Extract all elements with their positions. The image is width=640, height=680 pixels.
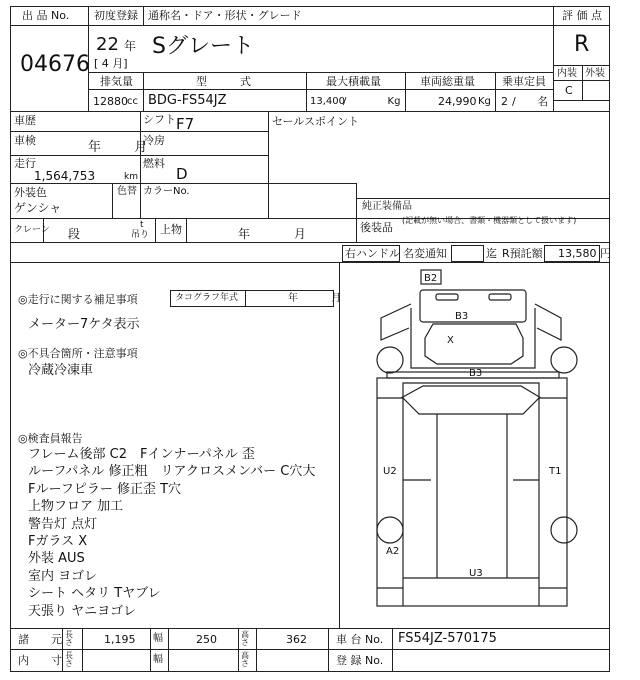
line [356,198,610,199]
inspector-report-line: 警告灯 点灯 [28,516,98,532]
line [268,183,356,184]
line [88,72,553,73]
line [10,183,268,184]
mileage-label: 走行 [14,157,36,170]
color-code-label: カラーNo. [143,186,190,197]
line [553,100,609,101]
line [186,218,187,242]
mark-b3-cab: B3 [455,311,469,322]
max-load-value: 13,400 [310,96,345,107]
mark-u2: U2 [383,466,397,477]
line [306,72,307,111]
line [553,65,609,66]
inspection-value: 年 月 [88,140,148,155]
tacho-value: 年 月 [288,293,342,304]
tacho-label: タコグラフ年式 [175,293,239,303]
chassis-value: FS54JZ-570175 [398,631,497,646]
gross-weight-unit: Kg [478,96,491,107]
line [150,628,151,671]
line [356,183,357,242]
mark-x: X [447,335,454,346]
exterior-label: 外装 [585,68,605,79]
chassis-label: 車 台 No. [336,633,384,646]
sales-point-label: セールスポイント [272,115,360,128]
defect-notes-header: ◎不具合箇所・注意事項 [18,347,138,360]
first-reg-year: 22 [96,34,119,55]
gross-weight-value: 24,990 [438,95,477,108]
frame-right [609,6,610,672]
line [238,628,239,671]
displacement-unit: cc [127,96,138,107]
line [10,242,610,243]
line [155,218,156,242]
line [553,25,609,26]
shift-value: F7 [176,115,195,133]
color-value: ゲンシャ [14,201,62,215]
r-deposit-label: R預託額 [502,247,543,260]
displacement-label: 排気量 [100,75,133,88]
capacity-value: 2 [501,95,508,108]
name-change-label: 名変通知 [403,247,447,260]
fuel-value: D [176,165,188,183]
inspector-report-line: Fルーフピラー 修正歪 T穴 [28,481,182,497]
gross-weight-label: 車両総重量 [420,75,475,88]
inspector-report-line: フレーム後部 C2 Fインナーパネル 歪 [28,447,255,462]
bed-value: 年 月 [238,227,306,241]
first-reg-year-unit: 年 [124,39,137,53]
line [88,89,553,90]
line [553,6,554,111]
crane-lift: 吊り [131,230,150,240]
line [143,72,144,111]
crane-stage: 段 [68,227,81,241]
color-change-label: 色替 [117,186,137,197]
model-value: BDG-FS54JZ [148,93,227,108]
length-label: 長さ [65,630,73,647]
aftermarket-label: 後装品 [360,221,393,234]
mark-t1: T1 [549,466,562,477]
line [10,262,610,263]
first-reg-month: [ 4 月] [94,57,128,70]
mark-b3-body: B3 [469,368,483,379]
history-label: 車歴 [14,114,36,127]
line [392,628,393,671]
frame-top [10,6,610,7]
line [140,111,141,218]
yen-label: 円 [600,247,611,260]
line [339,262,340,628]
inspector-report-line: 上物フロア 加工 [28,499,124,515]
inspection-label: 車検 [14,134,36,147]
mark-b2: B2 [424,273,438,284]
width-label: 幅 [153,633,163,644]
inspector-report-line: ルーフパネル 修正粗 リアクロスメンバー C穴大 [28,464,316,480]
line [143,6,144,26]
line [10,155,268,156]
driving-notes-header: ◎走行に関する補足事項 [18,293,138,306]
interior-score: C [565,84,573,97]
interior-label: 内装 [557,68,577,79]
std-equipment-label: 純正装備品 [362,201,412,212]
line [168,628,169,671]
line [10,628,610,629]
height-value: 362 [286,633,307,646]
mileage-unit: km [124,172,138,182]
model-label: 型 式 [196,75,251,88]
lot-number: 04676 [20,52,90,77]
inner-length-label: 長さ [65,651,73,668]
name-change-box [451,245,484,262]
line [495,72,496,111]
mark-a2: A2 [386,546,400,557]
frame-bottom [10,671,610,672]
fuel-label: 燃料 [143,157,165,170]
line [62,628,63,671]
crane-ton: t [140,220,144,230]
bed-label: 上物 [160,223,182,236]
displacement-value: 12880 [93,95,128,108]
line [10,25,553,26]
line [268,111,269,218]
line [10,649,610,650]
grade-label: 評 価 点 [562,9,602,22]
r-deposit-value: 13,580 [558,247,597,260]
mark-u3: U3 [469,568,483,579]
dims-label: 諸 元 [18,633,62,646]
vehicle-diagram [341,268,599,624]
color-label: 外装色 [14,186,47,199]
overall-score: R [574,32,590,57]
line [10,131,268,132]
inspector-report-line: Fガラス X [28,534,88,549]
deadline-label: 迄 [486,247,497,260]
inspector-report-line: 外装 AUS [28,551,85,567]
line [256,628,257,671]
aftermarket-note: (記載が無い場合、書類・機器類として扱います) [402,216,577,225]
shift-label: シフト [143,113,176,126]
crane-label: クレーン [14,225,50,235]
lot-no-label: 出 品 No. [22,9,70,22]
first-reg-label: 初度登録 [94,9,138,22]
inner-height-label: 高さ [241,651,249,668]
inspector-report-line: シート ヘタリ Tヤブレ [28,586,161,602]
capacity-label: 乗車定員 [502,75,546,88]
mileage-value: 1,564,753 [34,169,96,183]
capacity-unit: / 名 [512,95,549,108]
name-label: 通称名・ドア・形状・グレード [148,9,302,22]
inspector-report-line: 室内 ヨゴレ [28,568,98,584]
line [328,628,329,671]
width-value: 250 [196,633,217,646]
frame-left [10,6,11,672]
max-load-label: 最大積載量 [326,75,381,88]
line [553,80,609,81]
length-value: 1,195 [104,633,136,646]
line [82,628,83,671]
inspector-report-header: ◎検査員報告 [18,432,83,445]
line [405,72,406,111]
grade-name: Sグレート [152,34,254,59]
registration-label: 登 録 No. [336,654,384,667]
defect-note: 冷蔵冷凍車 [28,363,94,378]
max-load-unit: / Kg [343,96,401,107]
inspector-report-line: 天張り ヤニヨゴレ [28,603,137,619]
right-handle-label: 右ハンドル [345,247,400,260]
line [10,111,610,112]
driving-note: メーター7ケタ表示 [28,317,140,332]
line [245,290,246,306]
height-label: 高さ [241,630,249,647]
inner-width-label: 幅 [153,654,163,665]
line [112,183,113,218]
inner-dims-label: 内 寸 [18,654,62,667]
line [582,65,583,100]
aircon-label: 冷房 [143,134,165,147]
